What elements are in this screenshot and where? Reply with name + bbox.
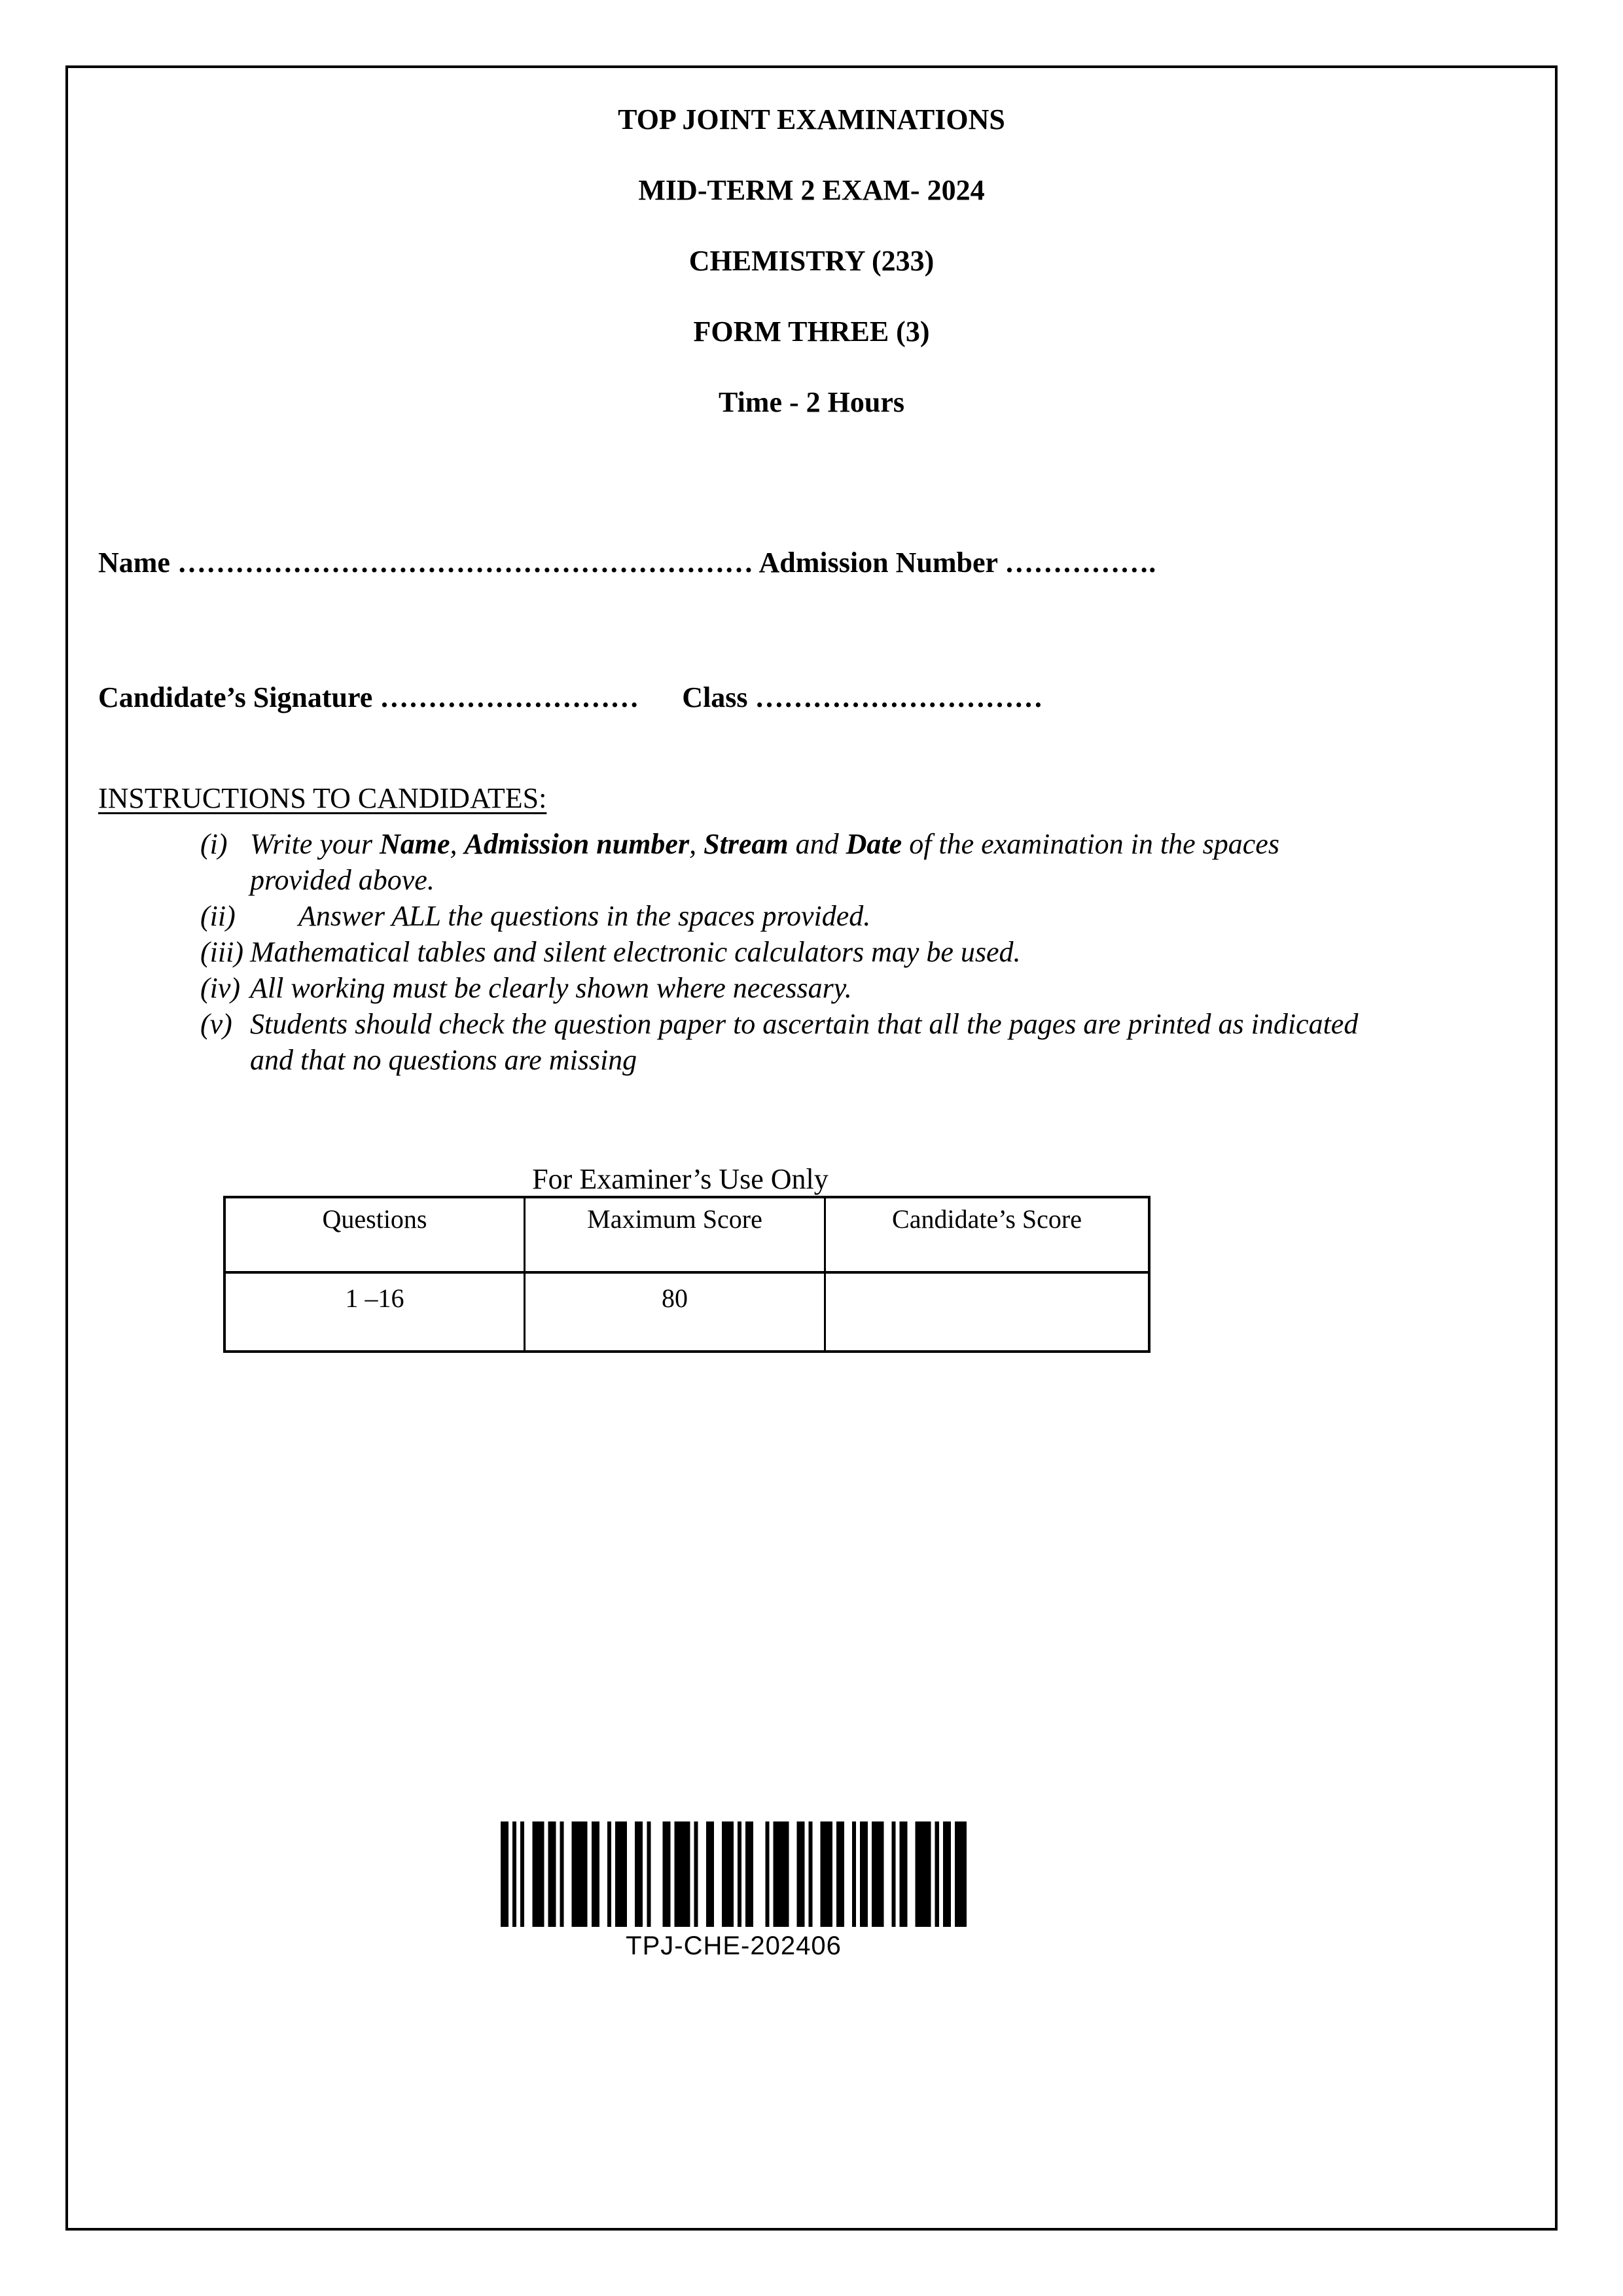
time-line: Time - 2 Hours (719, 386, 904, 418)
instructions-list (200, 826, 1503, 1078)
instruction-number: (iii) (200, 936, 243, 968)
exam-board-title: TOP JOINT EXAMINATIONS (618, 103, 1005, 135)
instruction-number: (iv) (200, 972, 241, 1004)
subject-line: CHEMISTRY (233) (688, 245, 935, 277)
maximum-score-cell: 80 (525, 1272, 825, 1352)
name-admission-field-line: Name …………………………………………………… Admission Number ……………. (98, 547, 1156, 579)
examiner-table-title: For Examiner’s Use Only (532, 1163, 829, 1195)
instruction-item-v: (v) Students should check the question paper to ascertain that all the pages are printed as indicated and that no questions are missing (200, 1006, 1503, 1078)
instruction-item-iv: (iv) All working must be clearly shown where necessary. (200, 970, 1503, 1006)
exam-term-line: MID-TERM 2 EXAM- 2024 (638, 174, 985, 206)
instruction-item-iii: (iii) Mathematical tables and silent electronic calculators may be used. (200, 934, 1503, 970)
examiner-table-header-row (224, 1197, 1149, 1272)
exam-cover-page (98, 65, 1525, 1961)
instruction-number: (v) (200, 1008, 232, 1040)
form-line: FORM THREE (3) (693, 315, 930, 348)
questions-column-header: Questions (224, 1197, 525, 1272)
signature-class-field-line: Candidate’s Signature ……………………… Class ………………………… (98, 681, 1043, 713)
instruction-number: (i) (200, 828, 228, 860)
barcode-label: TPJ-CHE-202406 (626, 1931, 842, 1960)
paper-barcode (501, 1821, 967, 1961)
maximum-score-column-header: Maximum Score (525, 1197, 825, 1272)
candidate-score-cell (825, 1272, 1150, 1352)
instruction-item-ii: (ii) Answer ALL the questions in the spaces provided. (200, 898, 1503, 934)
barcode-icon (501, 1821, 967, 1927)
instructions-heading: INSTRUCTIONS TO CANDIDATES: (98, 782, 547, 814)
examiner-table-data-row (224, 1272, 1149, 1352)
instruction-item-i: (i) Write your Name, Admission number, Stream and Date of the examination in the spaces provided above. (200, 826, 1503, 898)
examiner-table (223, 1196, 1150, 1353)
questions-range-cell: 1 –16 (224, 1272, 525, 1352)
candidates-score-column-header: Candidate’s Score (825, 1197, 1150, 1272)
instruction-number: (ii) (200, 900, 236, 932)
